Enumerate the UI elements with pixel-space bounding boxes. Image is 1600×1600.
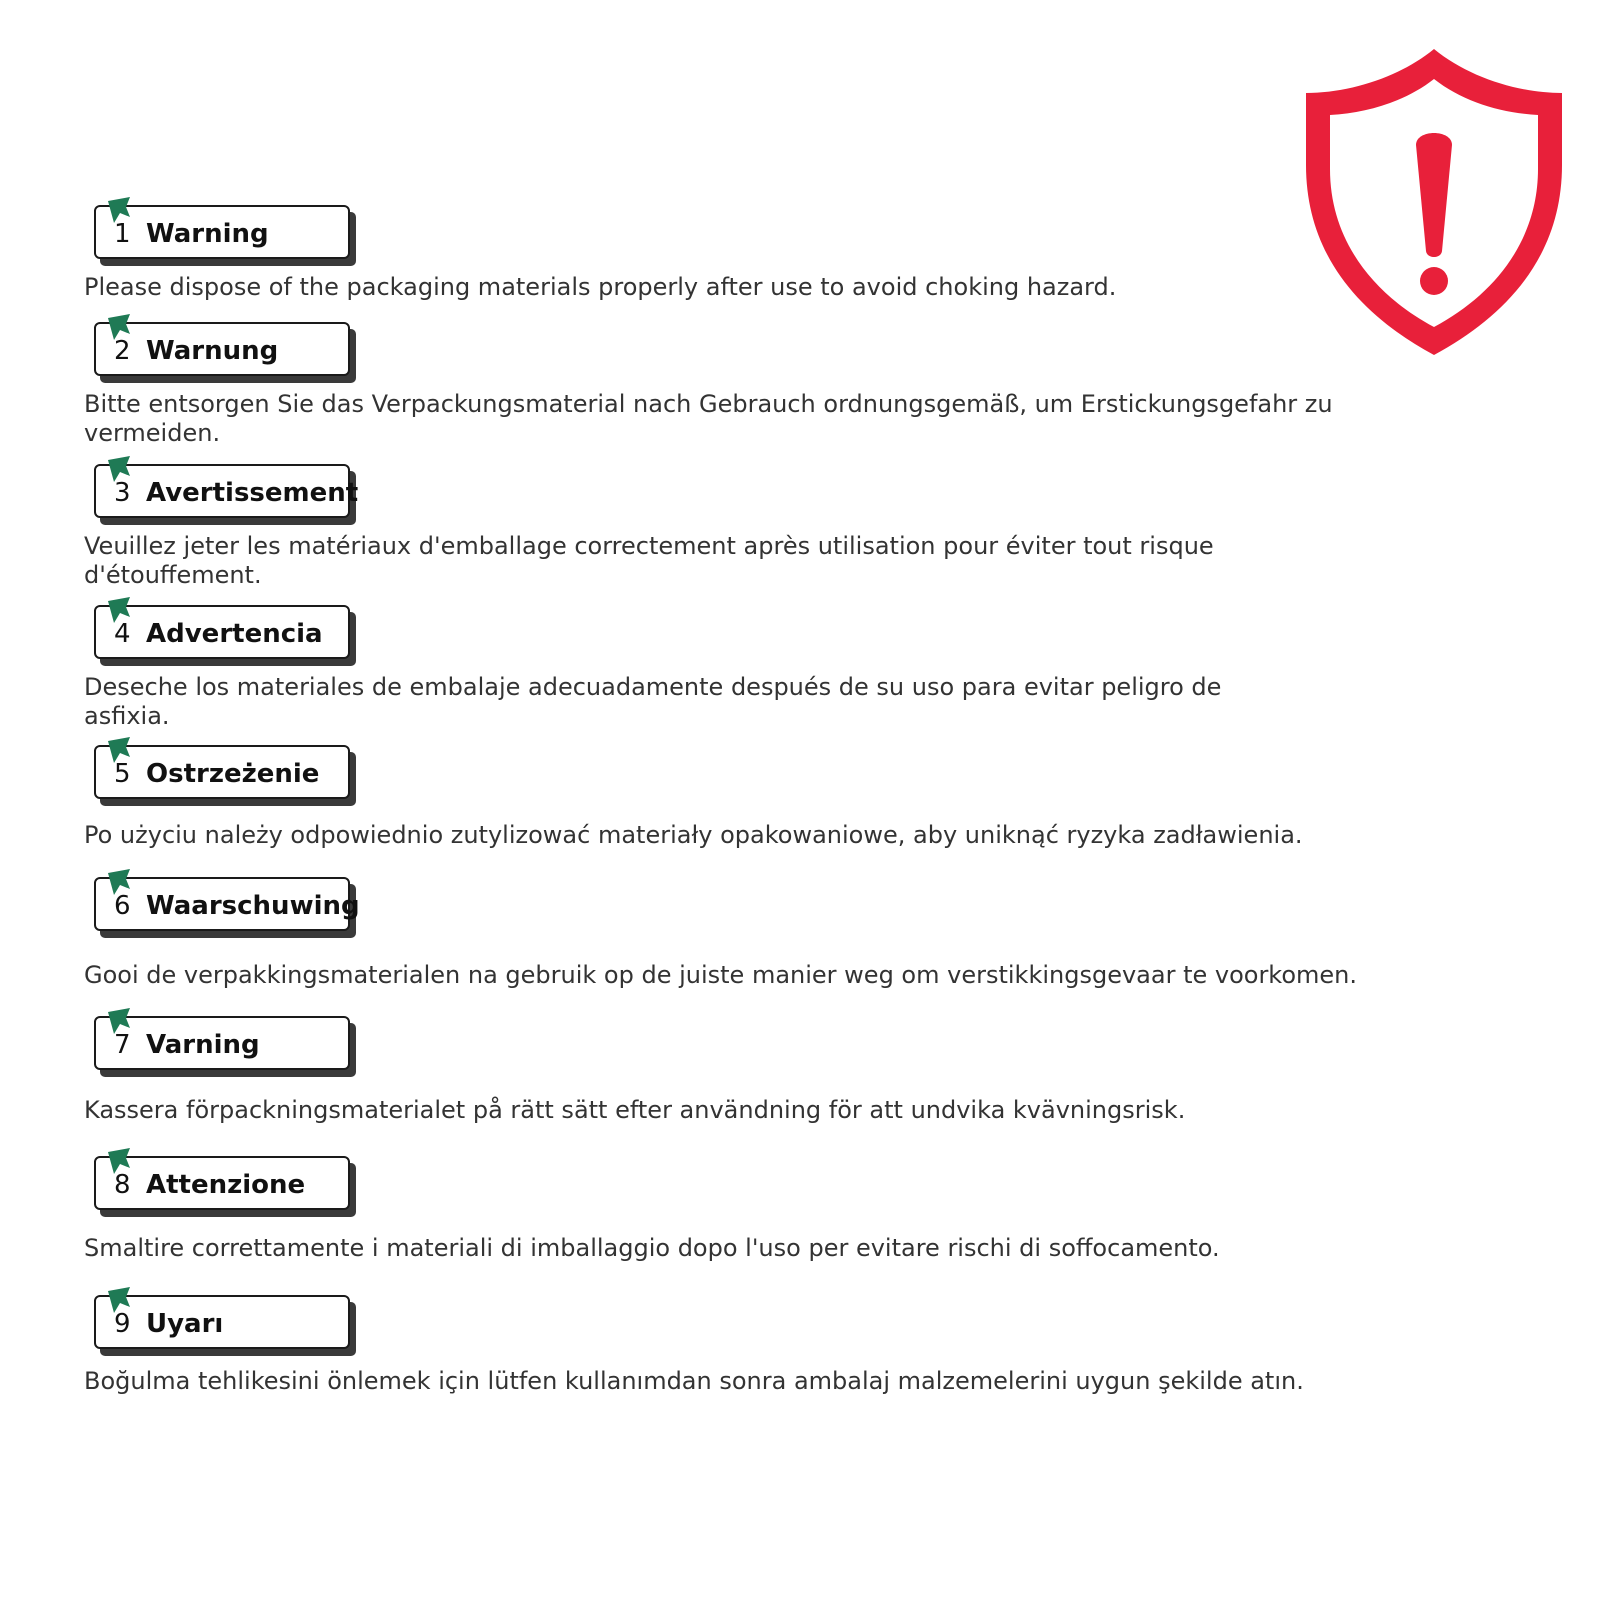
item-title: Warning	[146, 219, 269, 249]
item-number: 1	[114, 219, 131, 249]
item-title: Uyarı	[146, 1309, 224, 1339]
warning-text: Bitte entsorgen Sie das Verpackungsmaterial nach Gebrauch ordnungsgemäß, um Erstickungsgefahr zu vermeiden.	[84, 390, 1333, 447]
ribbon-bookmark-icon	[106, 1287, 132, 1313]
item-title: Avertissement	[146, 478, 359, 508]
item-title: Waarschuwing	[146, 891, 360, 921]
warning-text: Please dispose of the packaging materials properly after use to avoid choking hazard.	[84, 273, 1117, 301]
item-number: 6	[114, 891, 131, 921]
label-face	[94, 1156, 350, 1210]
label-face	[94, 745, 350, 799]
warning-text: Gooi de verpakkingsmaterialen na gebruik op de juiste manier weg om verstikkingsgevaar te voorkomen.	[84, 961, 1358, 989]
warning-label-box	[94, 1156, 354, 1212]
ribbon-bookmark-icon	[106, 314, 132, 340]
ribbon-bookmark-icon	[106, 197, 132, 223]
item-number: 9	[114, 1309, 131, 1339]
ribbon-bookmark-icon	[106, 737, 132, 763]
item-number: 4	[114, 619, 131, 649]
warning-label-box	[94, 1295, 354, 1351]
warning-label-box	[94, 877, 360, 933]
item-title: Ostrzeżenie	[146, 759, 320, 789]
item-title: Warnung	[146, 336, 279, 366]
item-number: 3	[114, 478, 131, 508]
label-face	[94, 605, 350, 659]
ribbon-bookmark-icon	[106, 1148, 132, 1174]
label-face	[94, 322, 350, 376]
warning-label-box	[94, 322, 354, 378]
shield-exclamation-icon	[1300, 45, 1568, 360]
label-face	[94, 1295, 350, 1349]
ribbon-bookmark-icon	[106, 869, 132, 895]
label-face	[94, 205, 350, 259]
warning-text: Kassera förpackningsmaterialet på rätt sätt efter användning för att undvika kvävningsrisk.	[84, 1096, 1186, 1124]
warning-text: Smaltire correttamente i materiali di imballaggio dopo l'uso per evitare rischi di soffocamento.	[84, 1234, 1220, 1262]
warning-label-box	[94, 605, 354, 661]
ribbon-bookmark-icon	[106, 1008, 132, 1034]
warning-text: Po użyciu należy odpowiednio zutylizować materiały opakowaniowe, aby uniknąć ryzyka zadławienia.	[84, 821, 1303, 849]
item-number: 5	[114, 759, 131, 789]
ribbon-bookmark-icon	[106, 597, 132, 623]
warning-text: Deseche los materiales de embalaje adecuadamente después de su uso para evitar peligro de asfixia.	[84, 673, 1222, 730]
label-face	[94, 464, 359, 518]
item-title: Attenzione	[146, 1170, 306, 1200]
warning-text: Veuillez jeter les matériaux d'emballage correctement après utilisation pour éviter tout risque d'étouffement.	[84, 532, 1214, 589]
warning-label-box	[94, 464, 359, 520]
label-face	[94, 1016, 350, 1070]
item-number: 8	[114, 1170, 131, 1200]
label-face	[94, 877, 360, 931]
item-title: Varning	[146, 1030, 260, 1060]
warning-label-box	[94, 205, 354, 261]
warning-label-box	[94, 1016, 354, 1072]
ribbon-bookmark-icon	[106, 456, 132, 482]
warning-text: Boğulma tehlikesini önlemek için lütfen kullanımdan sonra ambalaj malzemelerini uygun şekilde atın.	[84, 1367, 1304, 1395]
warning-label-box	[94, 745, 354, 801]
item-number: 2	[114, 336, 131, 366]
item-number: 7	[114, 1030, 131, 1060]
item-title: Advertencia	[146, 619, 323, 649]
